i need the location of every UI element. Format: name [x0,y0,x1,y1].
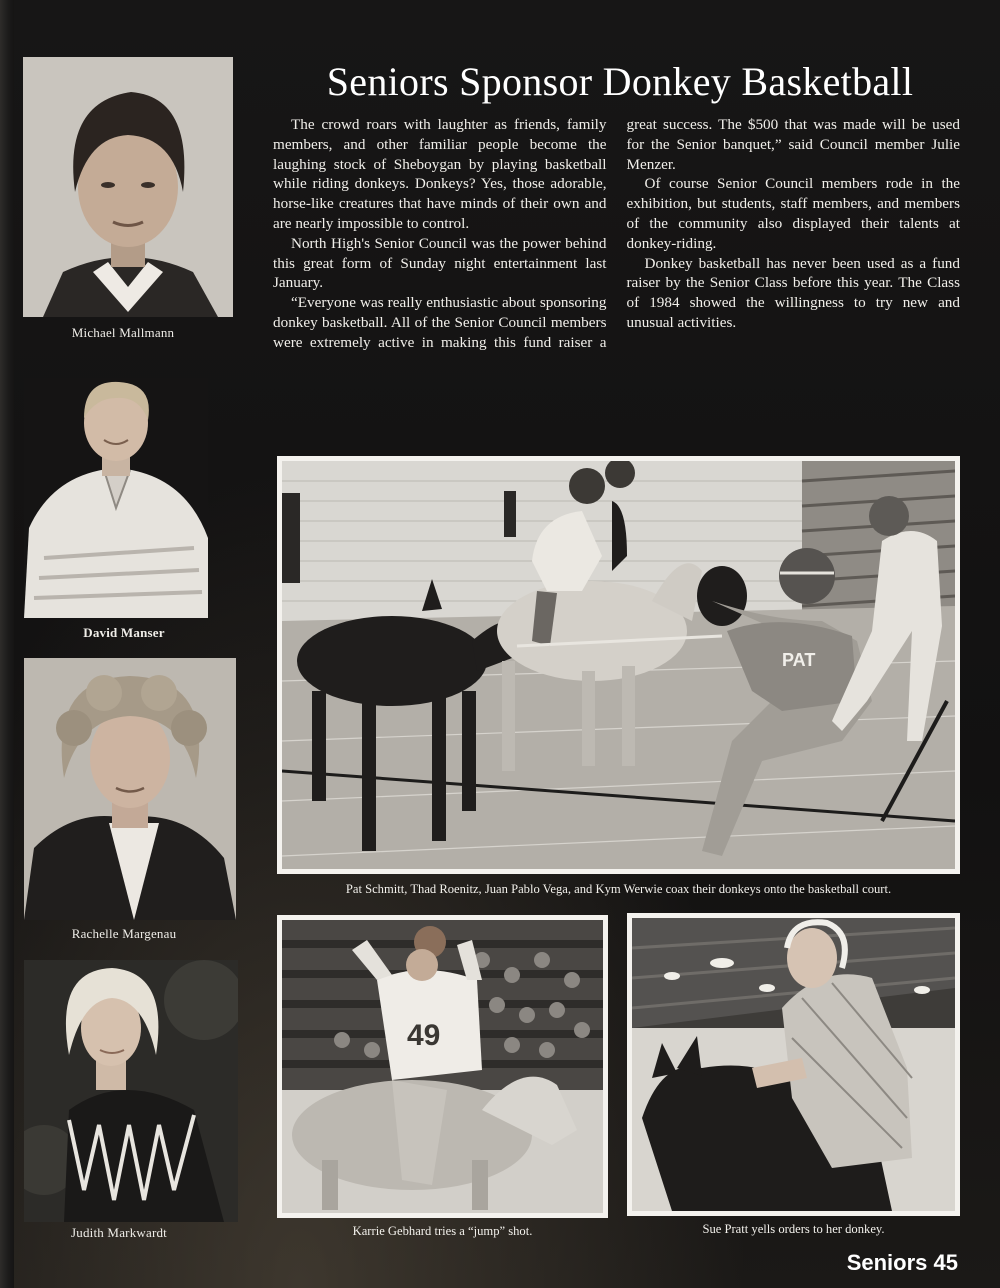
portrait-photo-4 [24,960,238,1222]
article-paragraph-3: “Everyone was really enthusiastic about sponsoring donkey basketball. All of the Senior Council members were extremely active in making this fund raiser a great success. The $500 that was made will be used for the Senior banquet,” said Council member Julie Menzer. [273,116,960,351]
article-paragraph-4: Of course Senior Council members rode in the exhibition, but students, staff members, and members of the community also displayed their talents at donkey-riding. [626,175,960,252]
page-folio [847,1250,958,1276]
jump-shot-jersey-number: 49 [407,1019,441,1052]
portrait-caption-3: Rachelle Margenau [71,926,177,941]
article-paragraph-2: North High's Senior Council was the power behind this great form of Sunday night entertainment last January. [273,234,607,292]
main-photo-caption: Pat Schmitt, Thad Roenitz, Juan Pablo Vega, and Kym Werwie coax their donkeys onto the basketball court. [345,882,892,896]
folio-section: Seniors [846,1250,928,1275]
portrait-photo-1 [23,57,233,317]
portrait-caption-2: David Manser [83,625,165,640]
portrait-photo-3 [24,658,236,920]
article-body [273,115,960,353]
page-headline: Seniors Sponsor Donkey Basketball [326,59,914,104]
jump-shot-caption: Karrie Gebhard tries a “jump” shot. [352,1224,533,1238]
jump-shot-photo [277,915,608,1218]
article-paragraph-5: Donkey basketball has never been used as a fund raiser by the Senior Class before this year. The Class of 1984 showed the willingness to try new and unusual activities. [626,254,960,331]
sue-pratt-photo [627,913,960,1216]
article-paragraph-1: The crowd roars with laughter as friends, family members, and other familiar people become the laughing stock of Sheboygan by playing basketball while riding donkeys. Donkeys? Yes, those adorable, horse-like creatures that have minds of their own and are nearly impossible to control. [273,116,607,232]
portrait-photo-2 [24,378,208,618]
portrait-caption-4: Judith Markwardt [71,1225,167,1240]
sue-pratt-caption: Sue Pratt yells orders to her donkey. [702,1222,885,1236]
page-binding-edge [0,0,14,1288]
folio-page-number: 45 [933,1250,958,1275]
portrait-caption-1: Michael Mallmann [71,325,175,340]
main-photo-shirt-text: PAT [782,650,816,670]
donkey-basketball-main-photo [277,456,960,874]
